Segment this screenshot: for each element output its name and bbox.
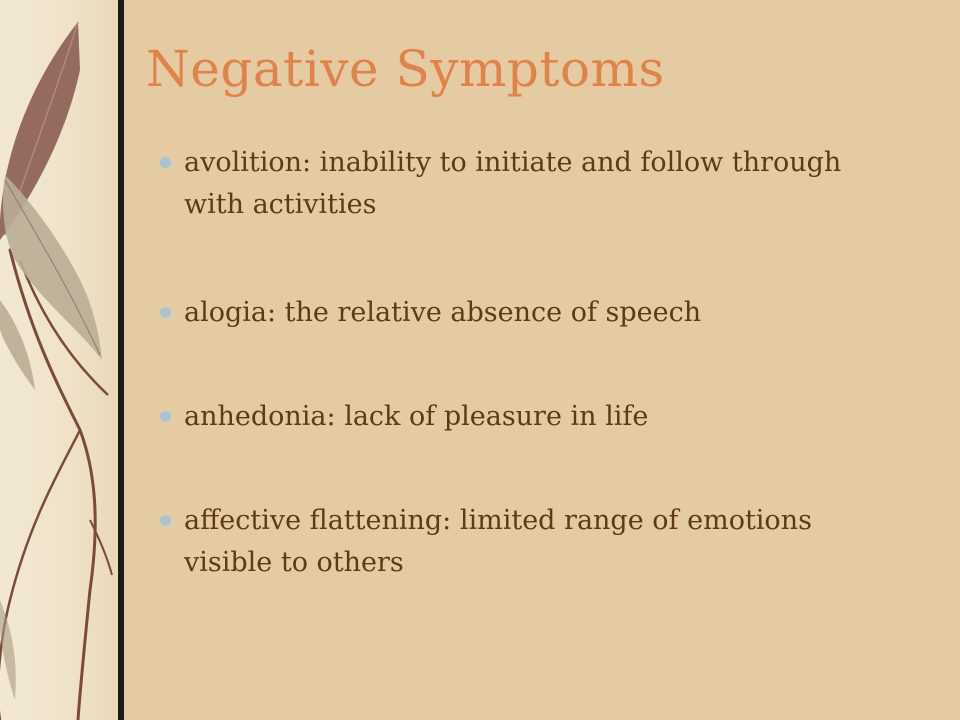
bullet-anhedonia: anhedonia: lack of pleasure in life	[160, 396, 900, 438]
leaf-branch-illustration	[0, 0, 118, 720]
bullet-affective-flattening: affective flattening: limited range of emotions visible to others	[160, 500, 900, 584]
decorative-leaf-panel	[0, 0, 118, 720]
bullet-avolition: avolition: inability to initiate and follow through with activities	[160, 142, 900, 226]
bullet-list	[160, 142, 900, 650]
slide-title: Negative Symptoms	[146, 40, 665, 98]
bullet-alogia: alogia: the relative absence of speech	[160, 292, 900, 334]
